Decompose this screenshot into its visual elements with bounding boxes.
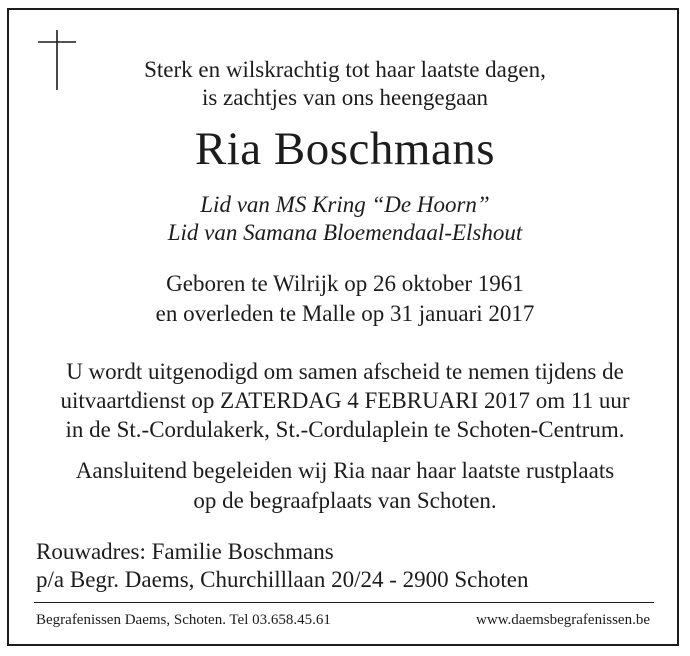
intro-line-2: is zachtjes van ons heengegaan (201, 85, 489, 110)
membership-line: Lid van Samana Bloemendaal-Elshout (167, 220, 523, 245)
mourning-address-line-2: p/a Begr. Daems, Churchilllaan 20/24 - 2900 Schoten (36, 567, 529, 592)
membership-line: Lid van MS Kring “De Hoorn” (200, 192, 490, 217)
deceased-name: Ria Boschmans (194, 123, 496, 175)
footer-divider (34, 602, 654, 603)
intro-line-1: Sterk en wilskrachtig tot haar laatste dagen, (144, 57, 546, 82)
burial-line: op de begraafplaats van Schoten. (193, 488, 497, 513)
invitation-line: in de St.-Cordulakerk, St.-Cordulaplein te Schoten-Centrum. (65, 417, 625, 442)
funeral-home-website: www.daemsbegrafenissen.be (476, 612, 650, 628)
birth-line: Geboren te Wilrijk op 26 oktober 1961 (166, 271, 524, 296)
invitation-line: uitvaartdienst op ZATERDAG 4 FEBRUARI 2017 om 11 uur (60, 388, 630, 413)
invitation-line: U wordt uitgenodigd om samen afscheid te nemen tijdens de (66, 359, 624, 384)
funeral-home-contact: Begrafenissen Daems, Schoten. Tel 03.658.45.61 (36, 612, 331, 628)
burial-line: Aansluitend begeleiden wij Ria naar haar laatste rustplaats (75, 458, 615, 483)
death-line: en overleden te Malle op 31 januari 2017 (155, 301, 535, 326)
mourning-address-line-1: Rouwadres: Familie Boschmans (36, 539, 334, 564)
